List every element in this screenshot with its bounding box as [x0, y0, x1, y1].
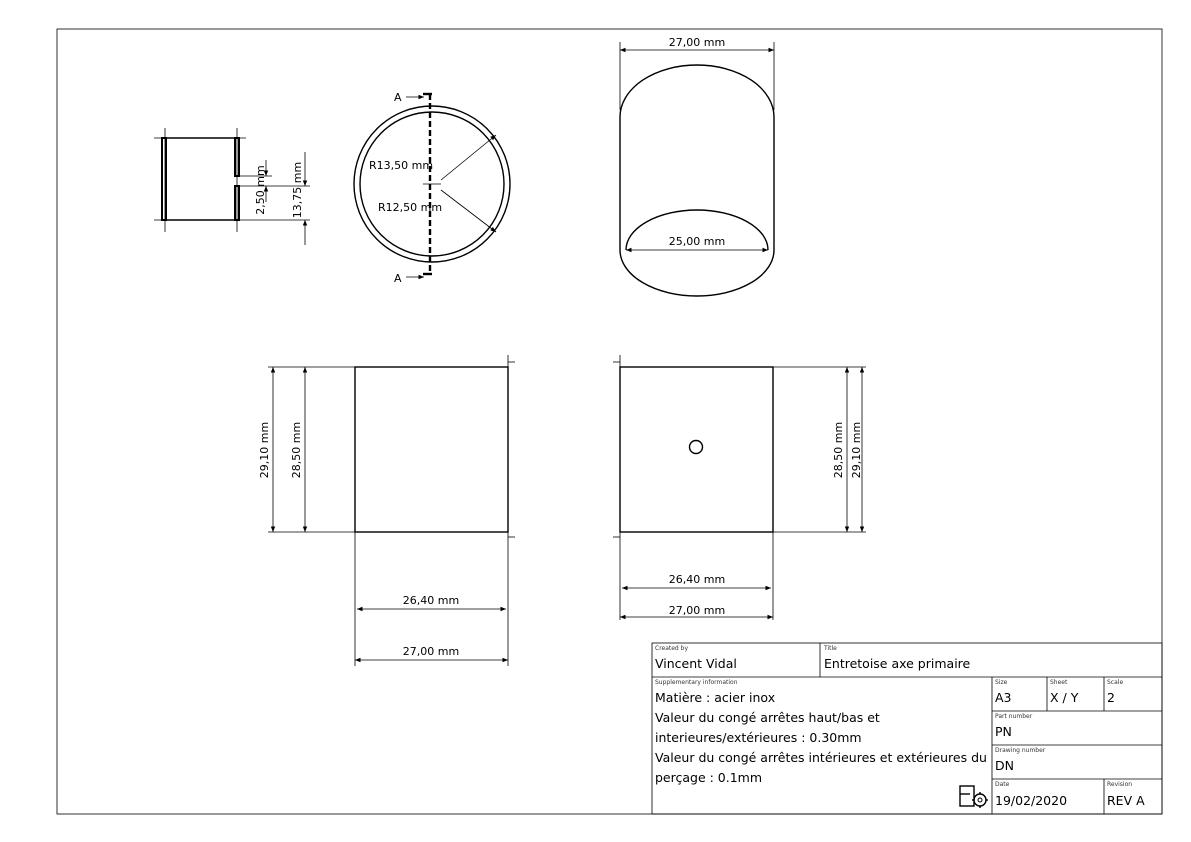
revision-value: REV A: [1107, 793, 1145, 808]
section-label-bottom: A: [394, 272, 402, 285]
revision-label: Revision: [1107, 781, 1133, 788]
front-view-left: [258, 355, 515, 666]
supp-line-1: Matière : acier inox: [655, 690, 776, 705]
date-label: Date: [995, 781, 1010, 788]
date-value: 19/02/2020: [995, 793, 1068, 808]
created-by-value: Vincent Vidal: [655, 656, 737, 671]
isometric-view: [620, 36, 774, 296]
size-value: A3: [995, 690, 1012, 705]
dim-right-w-inner: 26,40 mm: [668, 573, 726, 586]
freecad-logo-icon: [960, 786, 988, 808]
scale-value: 2: [1107, 690, 1115, 705]
supp-line-3: interieures/extérieures : 0.30mm: [655, 730, 862, 745]
part-label: Part number: [995, 713, 1033, 720]
dim-right-w-outer: 27,00 mm: [668, 604, 726, 617]
dim-left-h-outer: 29,10 mm: [258, 421, 271, 479]
supp-line-2: Valeur du congé arrêtes haut/bas et: [655, 710, 880, 725]
title-label: Title: [824, 645, 837, 652]
title-block: [652, 643, 1162, 814]
dim-iso-bottom: 25,00 mm: [668, 235, 726, 248]
supp-label: Supplementary information: [655, 679, 738, 686]
size-label: Size: [995, 679, 1008, 686]
part-value: PN: [995, 724, 1012, 739]
title-value: Entretoise axe primaire: [824, 656, 971, 671]
dim-left-h-inner: 28,50 mm: [290, 421, 303, 479]
dim-right-h-outer: 29,10 mm: [850, 421, 863, 479]
dim-left-w-outer: 27,00 mm: [402, 645, 460, 658]
section-view: [154, 128, 310, 245]
sheet-label: Sheet: [1050, 679, 1068, 686]
supp-line-5: perçage : 0.1mm: [655, 770, 763, 785]
scale-label: Scale: [1107, 679, 1124, 686]
dim-r-outer: R13,50 mm: [369, 159, 434, 172]
dim-2-50: 2,50 mm: [254, 165, 267, 215]
drawing-label: Drawing number: [995, 747, 1046, 754]
supp-line-4: Valeur du congé arrêtes intérieures et extérieures du: [655, 750, 987, 765]
dim-r-inner: R12,50 mm: [378, 201, 443, 214]
drawing-value: DN: [995, 758, 1014, 773]
front-view-right: [613, 355, 866, 620]
dim-left-w-inner: 26,40 mm: [402, 594, 460, 607]
sheet-value: X / Y: [1050, 690, 1079, 705]
created-by-label: Created by: [655, 645, 689, 652]
top-view: [354, 91, 510, 285]
section-label-top: A: [394, 91, 402, 104]
dim-13-75: 13,75 mm: [291, 161, 304, 219]
dim-iso-top: 27,00 mm: [668, 36, 726, 49]
dim-right-h-inner: 28,50 mm: [832, 421, 845, 479]
